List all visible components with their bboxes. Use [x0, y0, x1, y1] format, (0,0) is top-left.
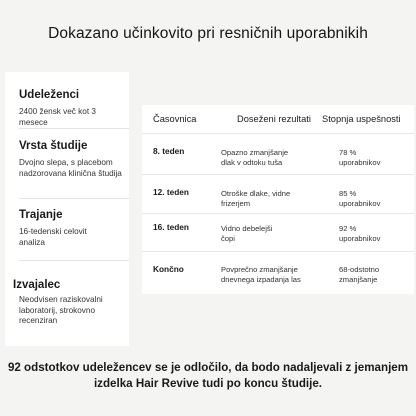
row-divider [142, 174, 414, 175]
page-title: Dokazano učinkovito pri resničnih uporabnikih [48, 25, 368, 42]
participants-text: 2400 žensk več kot 3 mesece [19, 107, 96, 127]
row-rate: 85 % uporabnikov [339, 189, 381, 208]
row-result: Otroške dlake, vidne frizerjem [221, 189, 291, 208]
row-rate: 68-odstotno zmanjšanje [339, 265, 380, 284]
row-divider [142, 251, 414, 252]
conductor-section [13, 279, 117, 327]
participants-section [19, 89, 123, 128]
conductor-heading: Izvajalec [13, 279, 61, 291]
duration-heading: Trajanje [19, 209, 63, 221]
duration-text: 16-tedenski celovit analiza [19, 227, 87, 247]
row-phase: 8. teden [153, 146, 185, 156]
header-success-rate: Stopnja uspešnosti [322, 114, 401, 124]
results-table [142, 105, 414, 294]
study-details-card [5, 72, 129, 346]
row-result: Povprečno zmanjšanje dnevnega izpadanja las [221, 265, 301, 284]
header-results: Doseženi rezultati [237, 114, 311, 124]
row-phase: 16. teden [153, 222, 189, 232]
row-divider [142, 133, 414, 134]
duration-section [19, 209, 123, 248]
row-result: Vidno debelejši čopi [221, 224, 273, 243]
row-rate: 92 % uporabnikov [339, 224, 381, 243]
section-divider [19, 198, 129, 199]
section-divider [19, 128, 129, 129]
conductor-text: Neodvisen raziskovalni laboratorij, strokovno recenziran [19, 295, 103, 325]
row-phase: 12. teden [153, 187, 189, 197]
row-divider [142, 213, 414, 214]
row-rate: 78 % uporabnikov [339, 148, 381, 167]
study-type-text: Dvojno slepa, s placebom nadzorovana klinična študija [19, 158, 122, 178]
section-divider [19, 260, 129, 261]
participants-heading: Udeleženci [19, 89, 80, 101]
row-phase: Končno [153, 264, 184, 274]
footer-summary: 92 odstotkov udeležencev se je odločilo, da bodo nadaljevali z jemanjem izdelka Hair Revive tudi po koncu študije. [7, 361, 409, 390]
header-timeline: Časovnica [153, 114, 197, 124]
study-type-section [19, 140, 123, 179]
study-type-heading: Vrsta študije [19, 140, 88, 152]
row-result: Opazno zmanjšanje dlak v odtoku tuša [221, 148, 289, 167]
